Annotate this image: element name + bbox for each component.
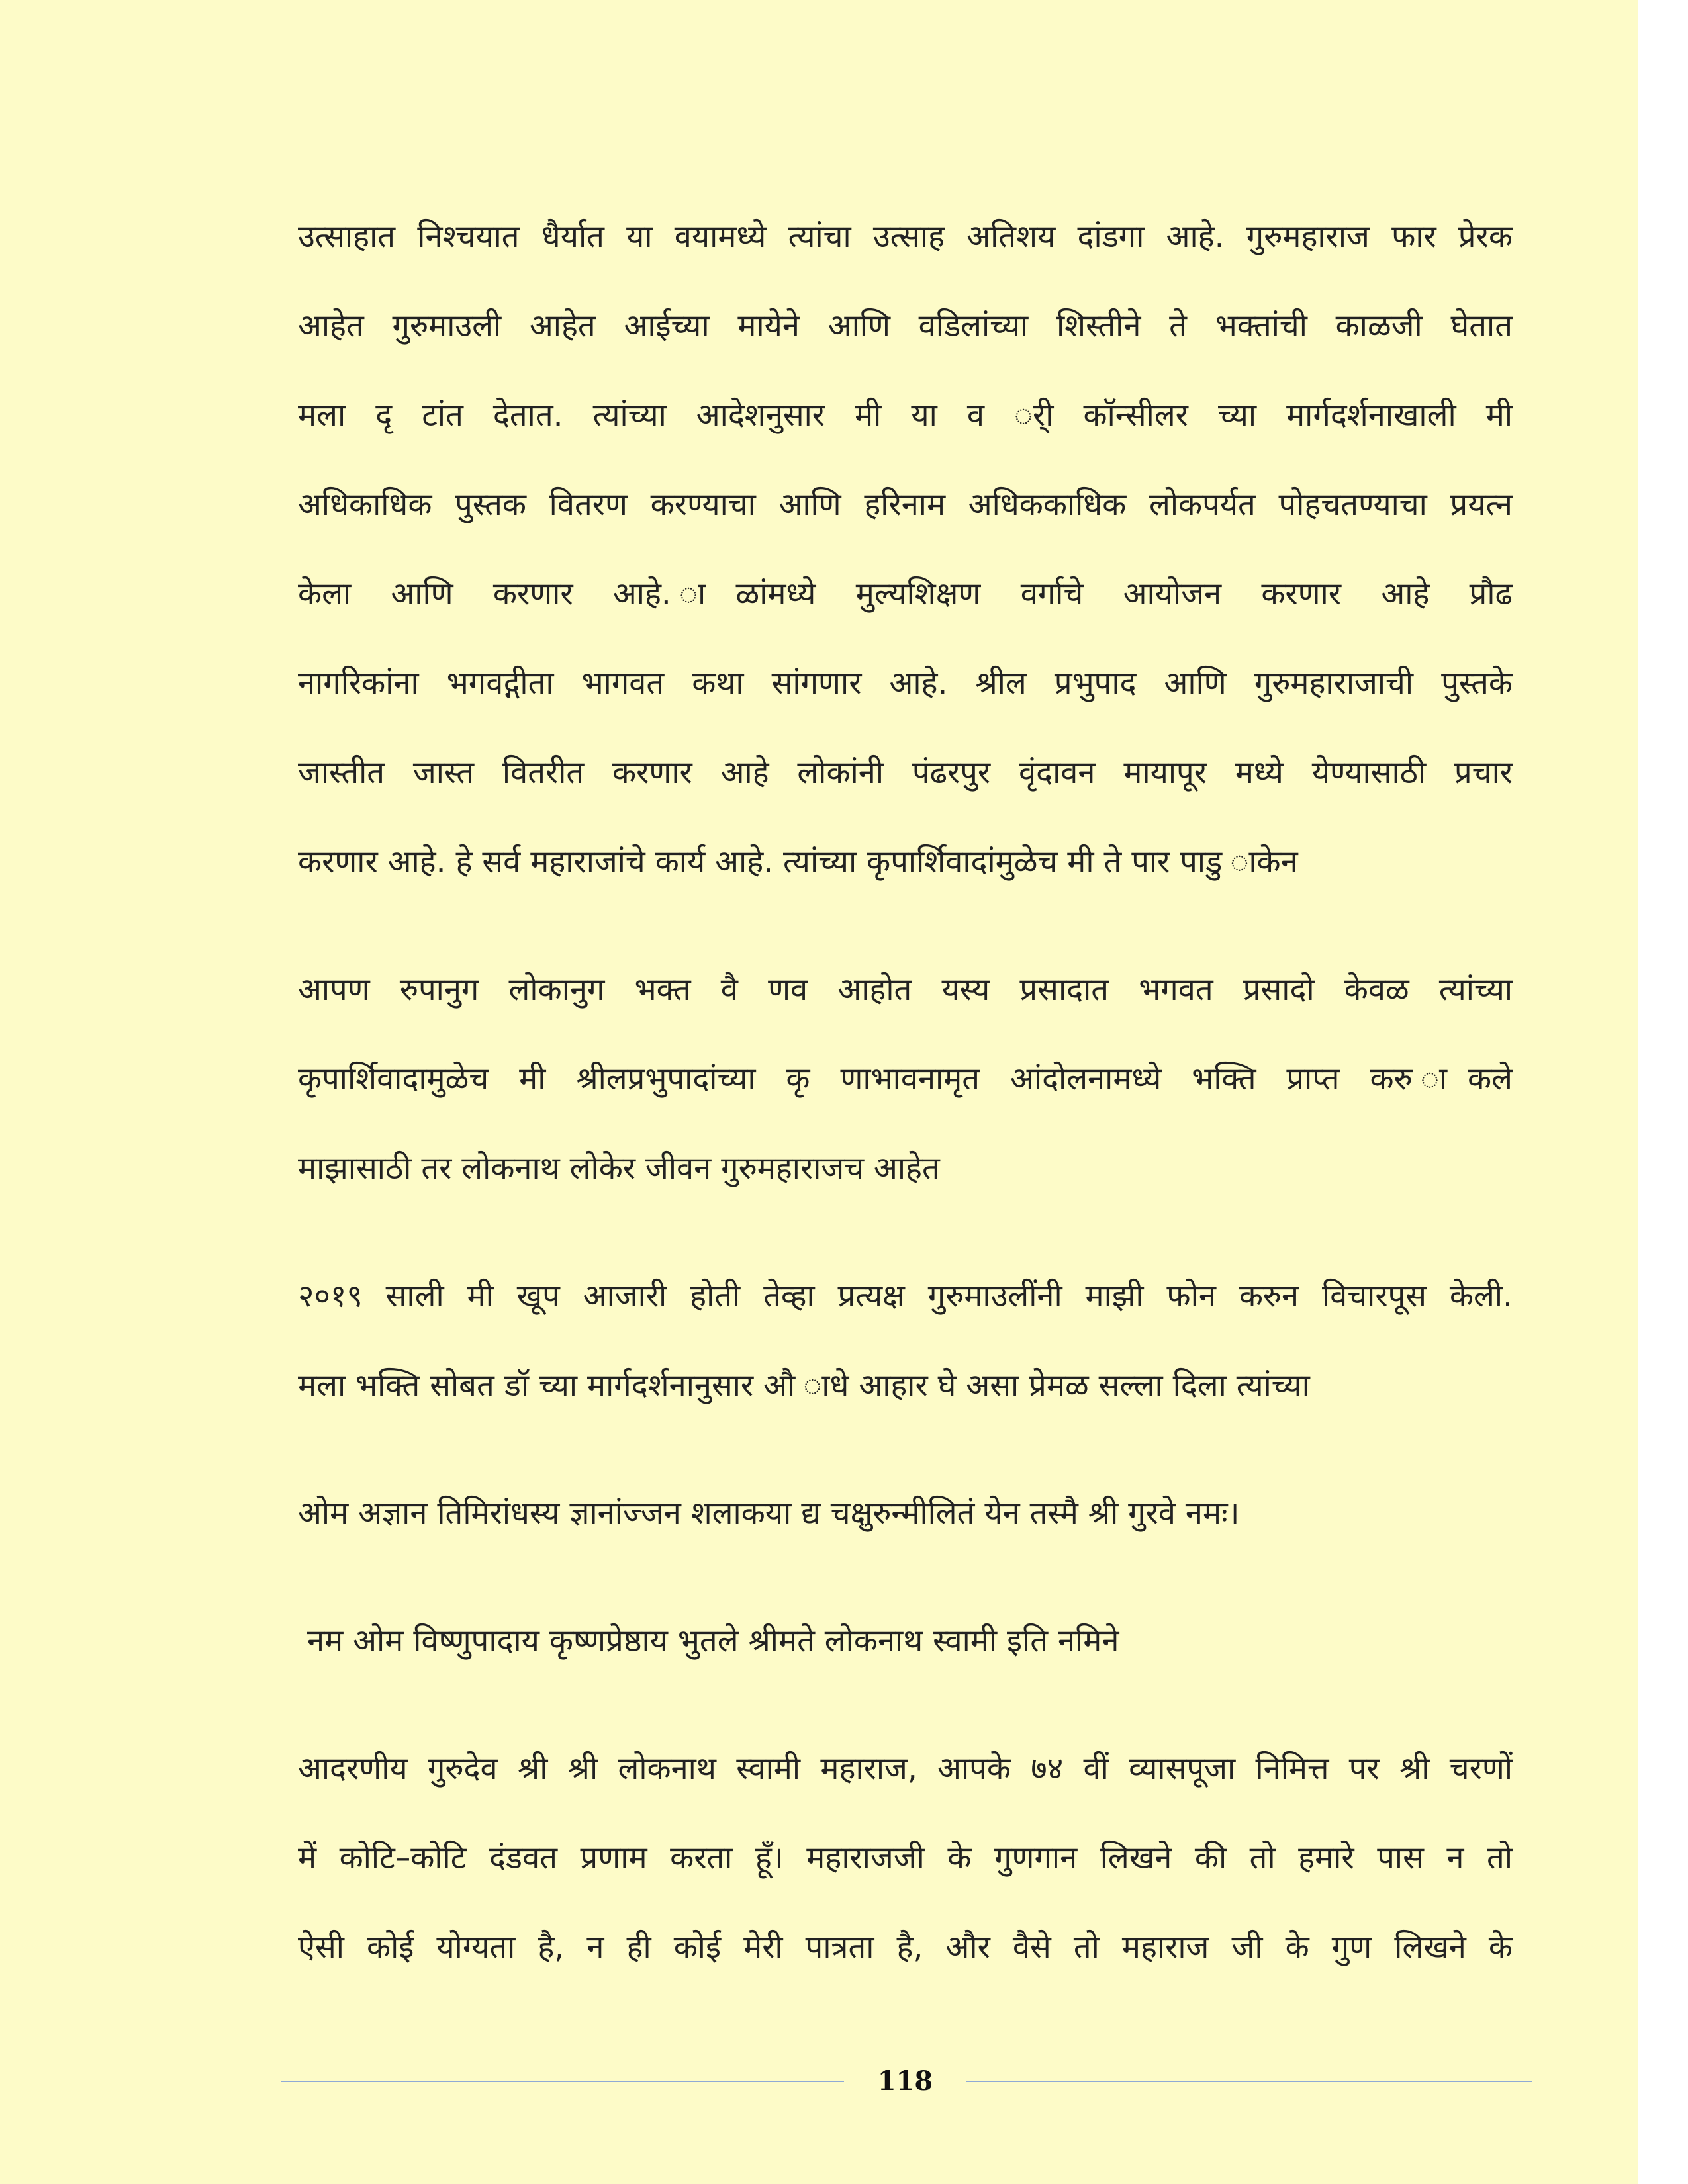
text-line: मला भक्ति सोबत डॉ च्या मार्गदर्शनानुसार औ ाधे आहार घे असा प्रेमळ सल्ला दिला त्यांच्या — [298, 1367, 1310, 1404]
page-number: 118 — [877, 2066, 933, 2097]
mantra-1 — [298, 1469, 1513, 1558]
text-line: नम ओम विष्णुपादाय कृष्णप्रेष्ठाय भुतले श्रीमते लोकनाथ स्वामी इति नमिने — [307, 1623, 1119, 1659]
text-line: में कोटि–कोटि दंडवत प्रणाम करता हूँ। महाराजजी के गुणगान लिखने की तो हमारे पास न तो — [298, 1840, 1513, 1876]
text-line: माझासाठी तर लोकनाथ लोकेर जीवन गुरुमहाराजच आहेत — [298, 1150, 940, 1187]
text-line: आपण रुपानुग लोकानुग भक्त वै णव आहोत यस्य प्रसादात भगवत प्रसादो केवळ त्यांच्या — [298, 972, 1513, 1008]
text-line: नागरिकांना भगवद्गीता भागवत कथा सांगणार आहे. श्रील प्रभुपाद आणि गुरुमहाराजाची पुस्तके — [298, 665, 1513, 702]
text-line: २०१९ साली मी खूप आजारी होती तेव्हा प्रत्यक्ष गुरुमाउलींनी माझी फोन करुन विचारपूस केली. — [298, 1278, 1513, 1314]
text-line: उत्साहात निश्चयात धैर्यात या वयामध्ये त्यांचा उत्साह अतिशय दांडगा आहे. गुरुमहाराज फार प्रेरक — [298, 218, 1513, 255]
mantra-2 — [298, 1596, 1513, 1686]
text-line: जास्तीत जास्त वितरीत करणार आहे लोकांनी पंढरपुर वृंदावन मायापूर मध्ये येण्यासाठी प्रचार — [298, 754, 1513, 791]
text-line: आहेत गुरुमाउली आहेत आईच्या मायेने आणि वडिलांच्या शिस्तीने ते भक्तांची काळजी घेतात — [298, 308, 1513, 344]
page-footer — [281, 2062, 1532, 2101]
paragraph-2 — [298, 945, 1513, 1213]
text-line: ऐसी कोई योग्यता है, न ही कोई मेरी पात्रता है, और वैसे तो महाराज जी के गुण लिखने के — [298, 1929, 1513, 1966]
text-line: कृपार्शिवादामुळेच मी श्रीलप्रभुपादांच्या कृ णाभावनामृत आंदोलनामध्ये भक्ति प्राप्त करु ाकले — [298, 1061, 1513, 1097]
text-line: ओम अज्ञान तिमिरांधस्य ज्ञानांज्जन शलाकया द्य चक्षुरुन्मीलितं येन तस्मै श्री गुरवे नमः। — [298, 1495, 1240, 1531]
paragraph-1 — [298, 192, 1513, 907]
text-line: मला दृ टांत देतात. त्यांच्या आदेशनुसार मी या व र्ी कॉन्सीलर च्या मार्गदर्शनाखाली मी — [298, 397, 1513, 433]
page-body — [298, 192, 1513, 2030]
footer-rule-left — [281, 2081, 844, 2082]
text-line: केला आणि करणार आहे. ाळांमध्ये मुल्यशिक्षण वर्गाचे आयोजन करणार आहे प्रौढ — [298, 576, 1513, 612]
text-line: अधिकाधिक पुस्तक वितरण करण्याचा आणि हरिनाम अधिककाधिक लोकपर्यत पोहचतण्याचा प्रयत्न — [298, 486, 1513, 523]
footer-rule-right — [966, 2081, 1532, 2082]
paragraph-3 — [298, 1251, 1513, 1430]
paragraph-4 — [298, 1724, 1513, 1992]
text-line: करणार आहे. हे सर्व महाराजांचे कार्य आहे. त्यांच्या कृपार्शिवादांमुळेच मी ते पार पाडु ाकेन — [298, 844, 1298, 880]
text-line: आदरणीय गुरुदेव श्री श्री लोकनाथ स्वामी महाराज, आपके ७४ वीं व्यासपूजा निमित्त पर श्री चरणों — [298, 1751, 1513, 1787]
